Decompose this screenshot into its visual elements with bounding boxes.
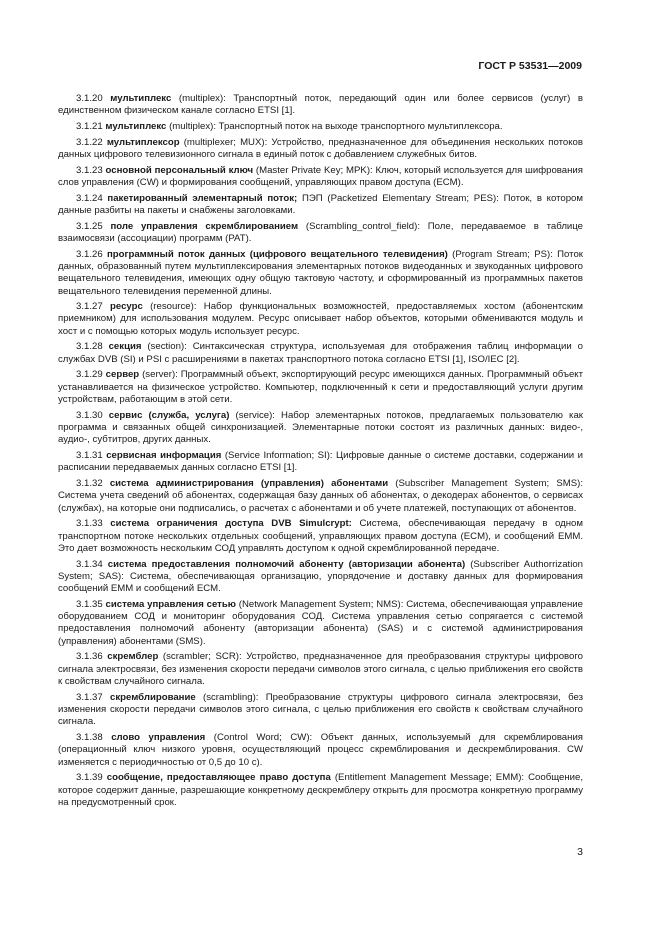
definition-entry [58,93,583,118]
entry-number: 3.1.30 [76,409,103,421]
entry-number: 3.1.36 [76,651,103,663]
entry-text: (Network Management System; NMS): Система, обеспечивающая управление оборудованием СОД и мониторинг оборудования СОД. Система управления сетью сопрягается с системой предоставления полномочий абоненту (авторизации абонента) (SAS) и с системой администрирования (управления) абонентами (SMS). [58,598,583,647]
entry-term: сервисная информация [106,450,222,462]
entry-term: поле управления скремблированием [110,220,299,232]
entry-term: сервис (служба, услуга) [108,409,230,421]
entry-number: 3.1.23 [76,164,103,176]
entry-text: (Control Word; CW): Объект данных, используемый для скремблирования (операционный ключ низкого уровня, осуществляющий процесс скремблирования и дескремблирования. CW изменяется с периодичностью от 0,5 до 10 с). [58,731,583,768]
definition-entry [58,341,583,366]
entry-number: 3.1.28 [76,341,103,353]
entry-number: 3.1.22 [76,136,103,148]
entry-text: (Program Stream; PS): Поток данных, образованный путем мультиплексирования элементарных потоков видеоданных и звукоданных цифрового вещательного телевидения, имеющих одну общую тактовую частоту, и сформированный из программных пакетов вещательного телевидения переменной длины. [58,248,583,297]
entry-term: основной персональный ключ [105,164,254,176]
definition-entry [58,450,583,475]
entry-term: слово управления [111,731,206,743]
definition-entry [58,478,583,515]
entry-number: 3.1.38 [76,731,103,743]
entry-number: 3.1.33 [76,518,103,530]
entry-text: (resource): Набор функциональных возможностей, предоставляемых хостом (абонентским приемником) для использования модулем. Ресурс описывает набор объектов, которыми обмениваются модуль и хост и с помощью которых модуль использует ресурс. [58,301,583,337]
definition-entry [58,301,583,338]
entry-number: 3.1.24 [76,192,103,204]
entry-text: (Entitlement Management Message; EMM): Сообщение, которое содержит данные, разрешающие конкретному дескремблеру открыть для просмотра конкретную программу на предусмотренный срок. [58,772,583,808]
definition-entry [58,193,583,218]
definition-entry [58,249,583,298]
entry-number: 3.1.31 [76,450,103,462]
entry-term: скремблирование [110,691,196,703]
entry-text: (scrambling): Преобразование структуры цифрового сигнала электросвязи, без изменения скорости передачи символов этого сигнала, с целью приближения его свойств к свойствам случайного сигнала. [58,691,583,728]
entry-text: (section): Синтаксическая структура, используемая для отображения таблиц информации о службах DVB (SI) и PSI с расширениями в пакетах транспортного потока согласно ETSI [1], ISO/IEC [2]. [58,341,583,365]
entry-term: программный поток данных (цифрового вещательного телевидения) [106,248,448,260]
entry-text: (Scrambling_control_field): Поле, передаваемое в таблице взаимосвязи (ассоциации) программ (PAT). [58,220,583,244]
definition-entry [58,772,583,809]
entry-text: (multiplexer; MUX): Устройство, предназначенное для объединения нескольких потоков данных цифрового телевизионного сигнала в единый поток с добавлением служебных битов. [58,136,583,160]
entry-text: (Master Private Key; MPK): Ключ, который используется для шифрования слов управления (CW) и формирования сообщений, управляющих правом доступа (ECM). [58,164,583,188]
entry-number: 3.1.32 [76,478,103,489]
entry-term: ресурс [110,301,143,313]
entry-term: система ограничения доступа DVB Simulcrypt: [110,518,352,530]
entry-term: мультиплекс [105,120,167,132]
entry-text: (Service Information; SI): Цифровые данные о системе доставки, содержании и расписании передаваемых данных согласно ETSI [1]. [58,450,584,474]
entry-term: скремблер [107,651,159,663]
definition-entry [58,732,583,769]
definition-entry [58,599,583,648]
entry-term: сообщение, предоставляющее право доступа [106,772,331,784]
entry-term: сервер [105,369,140,381]
entry-text: (Subscriber Authorrization System; SAS): Система, обеспечивающая организацию, упорядочение и доставку данных для формирования сообщений EMM и сообщений ECM. [58,558,583,595]
entry-term: система управления сетью [105,598,236,610]
entry-number: 3.1.26 [76,248,103,260]
entry-number: 3.1.27 [76,301,103,313]
entry-number: 3.1.21 [76,120,103,132]
definition-entry [58,369,583,406]
entry-number: 3.1.37 [76,691,103,703]
entry-text: Система, обеспечивающая передачу в одном транспортном потоке нескольких отдельных сообщений, управляющих правом доступа (ECM), и сообщений EMM. Это дает возможность нескольким СОД управлять доступом к одной скремблированной передаче. [58,518,583,554]
definition-entry [58,518,583,555]
entry-number: 3.1.34 [76,558,103,570]
entry-text: (Subscriber Management System; SMS): Система учета сведений об абонентах, содержащая базу данных об абонентах, о декодерах абонентов, о сервисах (службах), на которые они подписались, о расчетах с абонентами и об учете платежей, поступающих от абонентов. [58,478,583,514]
definition-entry [58,651,583,688]
entry-term: мультиплексор [106,136,180,148]
entry-number: 3.1.25 [76,220,103,232]
definition-entry [58,121,583,133]
entry-text: (service): Набор элементарных потоков, предлагаемых пользователю как программа и связанных общей синхронизацией. Элементарные потоки состоят из различных данных: видео-, аудио-, субтитров, других данных. [58,409,583,446]
standard-header: ГОСТ Р 53531—2009 [478,60,582,72]
definition-entry [58,410,583,447]
entry-term: секция [108,341,142,353]
entry-text: ПЭП (Packetized Elementary Stream; PES): Поток, в котором данные разбиты на пакеты и снабжены заголовками. [58,192,583,216]
entry-number: 3.1.29 [76,369,103,381]
entry-text: (server): Программный объект, экспортирующий ресурс имеющихся данных. Программный объект устанавливается на физическое устройство. Компьютер, подключенный к сети и предоставляющий услуги другим устройствам, работающим в этой сети. [58,369,583,406]
entry-text: (multiplex): Транспортный поток, передающий один или более сервисов (услуг) в единственном физическом канале согласно ETSI [1]. [58,93,583,117]
entry-number: 3.1.39 [76,772,103,784]
entry-text: (multiplex): Транспортный поток на выходе транспортного мультиплексора. [166,120,503,132]
entry-number: 3.1.35 [76,598,103,610]
definition-entry [58,221,583,246]
entry-term: пакетированный элементарный поток; [107,192,298,204]
page-number: 3 [577,846,583,858]
entry-term: система предоставления полномочий абоненту (авторизации абонента) [107,558,466,570]
definition-entry [58,559,583,596]
definitions-body [58,93,583,813]
entry-term: система администрирования (управления) абонентами [109,478,389,489]
definition-entry [58,692,583,729]
definition-entry [58,165,583,190]
entry-term: мультиплекс [110,93,172,104]
definition-entry [58,137,583,162]
entry-number: 3.1.20 [76,93,103,104]
entry-text: (scrambler; SCR): Устройство, предназначенное для преобразования структуры цифрового сигнала электросвязи, без изменения скорости передачи символов этого сигнала, с целью приближения его свойств к свойствам случайного сигнала. [58,651,584,688]
